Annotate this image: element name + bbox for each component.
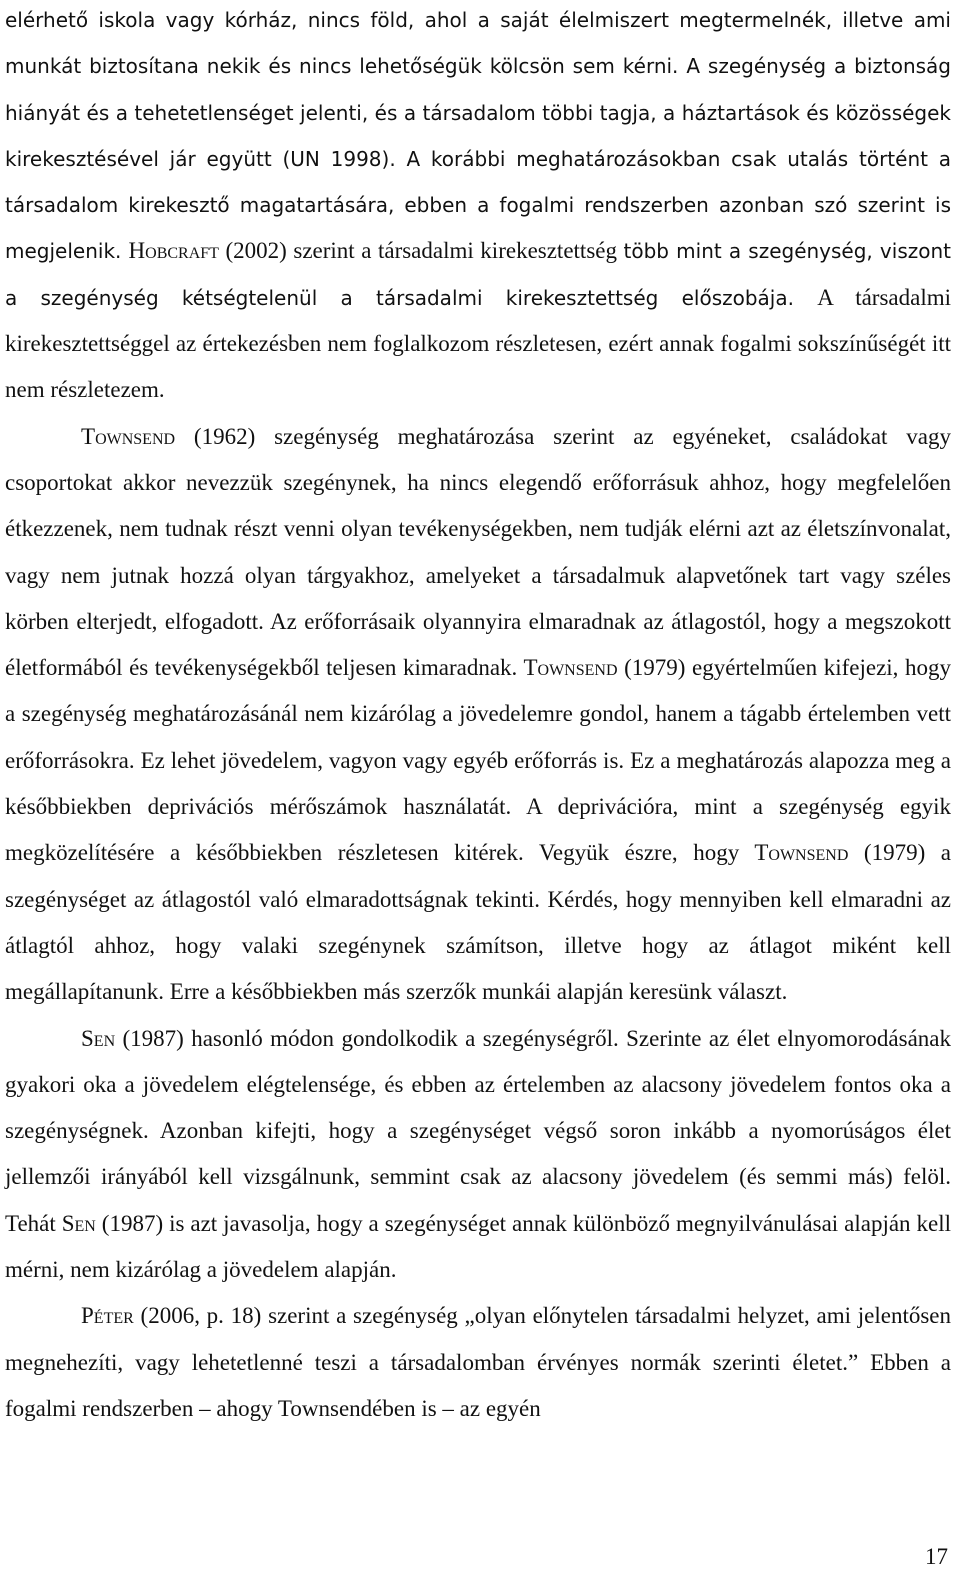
paragraph-text: (1962) szegénység meghatározása szerint az egyéneket, családokat vagy csoportokat akkor nevezzük szegénynek, ha nincs elegendő erőforrásuk ahhoz, hogy megfelelően étkezzenek, nem tudnak részt venni olyan tevékenységekben, nem tudják elérni azt az életszínvonalat, vagy nem jutnak hozzá olyan tárgyakhoz, amelyeket a társadalmuk alapvetőnek tart vagy széles körben elterjedt, elfogadott. Az erőforrásaik olyannyira elmaradnak az átlagostól, hogy a megszokott életformából és tevékenységekből teljesen kimaradnak. <box>5 423 951 681</box>
author-name-text: T <box>754 840 769 866</box>
paragraph-3 <box>5 1016 951 1294</box>
author-name-text: H <box>128 238 146 264</box>
paragraph-text: A társadalmi kirekesztettséggel az értekezésben nem foglalkozom részletesen, ezért annak fogalmi sokszínűségét itt nem részletezem. <box>5 284 951 403</box>
author-name-text: en <box>93 1025 116 1051</box>
author-name-text: ownsend <box>537 655 618 681</box>
paragraph-text: (1987) hasonló módon gondolkodik a szegénységről. Szerinte az élet elnyomorodásának gyakori oka a jövedelem elégtelensége, és ebben az értelemben az alacsony jövedelem fontos oka a szegénységnek. Azonban kifejti, hogy a szegénységet végső soron inkább a nyomorúságos élet jellemzői irányából kell vizsgálnunk, semmint csak az alacsony jövedelem (és semmi más) felöl. Tehát <box>5 1025 951 1236</box>
page-number: 17 <box>925 1544 948 1569</box>
author-name-text: T <box>523 655 538 681</box>
author-name-text: S <box>61 1210 75 1236</box>
paragraph-text: (1979) egyértelműen kifejezi, hogy a szegénység meghatározásánál nem kizárólag a jövedelemre gondol, hanem a tágabb értelemben vett erőforrásokra. Ez lehet jövedelem, vagyon vagy egyéb erőforrás is. Ez a meghatározás alapozza meg a későbbiekben deprivációs mérőszámok használatát. A deprivációra, mint a szegénység egyik megközelítésére a későbbiekben részletesen kitérek. Vegyük észre, hogy <box>5 655 951 866</box>
paragraph-4 <box>5 1293 951 1432</box>
paragraph-text: elérhető iskola vagy kórház, nincs föld, ahol a saját élelmiszert megtermelnék, illetve ami munkát biztosítana nekik és nincs lehetőségük kölcsön sem kérni. A szegénység a biztonság hiányát és a tehetetlenséget jelenti, és a társadalom többi tagja, a háztartások és közösségek kirekesztésével jár együtt (UN 1998). A korábbi meghatározásokban csak utalás történt a társadalom kirekesztő magatartására, ebben a fogalmi rendszerben azonban szó szerint is megjelenik. <box>5 8 951 264</box>
author-name-text: ownsend <box>768 840 849 866</box>
paragraph-text: több mint a szegénység, viszont a szegénység kétségtelenül a társadalmi kirekesztettség előszobája. <box>5 239 952 310</box>
author-name-text: ownsend <box>95 423 176 449</box>
author-name-text: en <box>74 1210 96 1236</box>
paragraph-text: (1987) is azt javasolja, hogy a szegénységet annak különböző megnyilvánulásai alapján kell mérni, nem kizárólag a jövedelem alapján. <box>5 1210 951 1283</box>
paragraph-text: (1979) a szegénységet az átlagostól való elmaradottságnak tekinti. Kérdés, hogy mennyiben kell elmaradni az átlagtól ahhoz, hogy valaki szegénynek számítson, illetve hogy az átlagot miként kell megállapítanunk. Erre a későbbiekben más szerzők munkái alapján keresünk választ. <box>5 840 951 1005</box>
paragraph-text: (2002) szerint a társadalmi kirekesztettség <box>218 238 624 264</box>
paragraph-2 <box>5 414 951 1016</box>
paragraph-text: (2006, p. 18) szerint a szegénység „olyan előnytelen társadalmi helyzet, ami jelentősen megnehezíti, vagy lehetetlenné teszi a társadalomban érvényes normák szerinti életet.” Ebben a fogalmi rendszerben – ahogy Townsendében is – az egyén <box>5 1303 951 1421</box>
author-name-text: obcraft <box>145 238 219 264</box>
body-text <box>5 0 951 1432</box>
author-name-text: S <box>81 1025 94 1051</box>
author-name-text: P <box>81 1303 94 1329</box>
author-name-text: éter <box>93 1303 134 1329</box>
author-name-text: T <box>81 423 96 449</box>
paragraph-1 <box>5 0 951 414</box>
